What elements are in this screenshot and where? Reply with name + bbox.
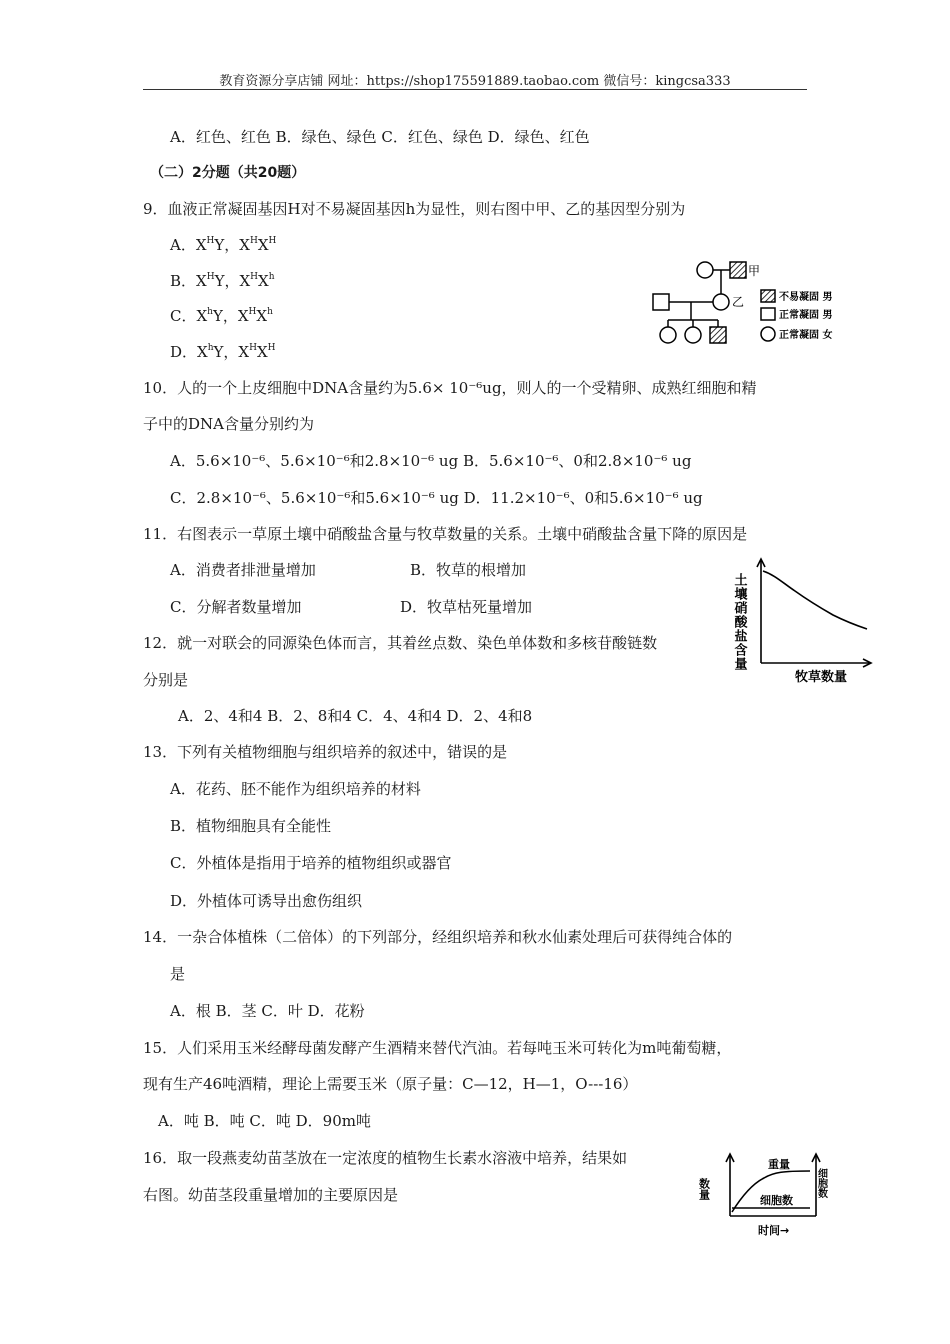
q11-option-d: D．牧草枯死量增加 — [400, 598, 533, 616]
q13-option-d: D．外植体可诱导出愈伤组织 — [170, 892, 363, 910]
pedigree-male-jia — [730, 262, 746, 278]
nitrate-chart — [731, 555, 875, 687]
q13-option-b: B．植物细胞具有全能性 — [170, 817, 332, 835]
q11-stem: 11．右图表示一草原土壤中硝酸盐含量与牧草数量的关系。土壤中硝酸盐含量下降的原因是 — [143, 525, 748, 543]
legend-normal-male: 正常凝固 男 — [779, 310, 833, 321]
page-header: 教育资源分享店铺 网址：https://shop175591889.taobao.com 微信号：kingcsa333 — [219, 74, 731, 89]
nitrate-curve — [763, 571, 867, 629]
x-axis-label: 牧草数量 — [795, 670, 848, 685]
legend-normal-female: 正常凝固 女 — [779, 330, 833, 341]
q9-option-b: B．$X^HY$，$X^HX^h$ — [170, 272, 275, 290]
q13-option-c: C．外植体是指用于培养的植物组织或器官 — [170, 854, 452, 872]
q14-stem-line2: 是 — [170, 965, 186, 983]
q11-option-c: C．分解者数量增加 — [170, 598, 302, 616]
q16-stem-line2: 右图。幼苗茎段重量增加的主要原因是 — [143, 1186, 399, 1204]
section-title: （二）2分题（共20题） — [150, 165, 306, 181]
q13-stem: 13．下列有关植物细胞与组织培养的叙述中，错误的是 — [143, 743, 508, 761]
pedigree-figure — [650, 258, 865, 348]
label-yi: 乙 — [732, 295, 745, 309]
time-axis-label: 时间→ — [758, 1224, 790, 1237]
q11-option-b: B．牧草的根增加 — [410, 561, 527, 579]
pedigree-female-iii2 — [685, 327, 701, 343]
weight-label: 重量 — [768, 1158, 790, 1171]
q9-option-d: D．$X^hY$，$X^HX^H$ — [170, 343, 276, 361]
q14-options: A．根 B．茎 C．叶 D．花粉 — [170, 1002, 365, 1020]
q9-option-a: A．$X^HY$，$X^HX^H$ — [170, 236, 277, 254]
growth-chart — [697, 1150, 840, 1240]
pedigree-female-i1 — [697, 262, 713, 278]
label-jia: 甲 — [748, 264, 761, 278]
q10-options-cd: C．2.8×10⁻⁶、5.6×10⁻⁶和5.6×10⁻⁶ ug D．11.2×10⁻⁶、0和5.6×10⁻⁶ ug — [170, 489, 703, 507]
q10-stem-line1: 10．人的一个上皮细胞中DNA含量约为5.6× 10⁻⁶ug，则人的一个受精卵、成熟红细胞和精 — [143, 379, 757, 397]
q15-options: A．吨 B．吨 C．吨 D．90m吨 — [158, 1112, 371, 1130]
q9-option-c: C．$X^hY$，$X^HX^h$ — [170, 307, 273, 325]
pedigree-male-ii1 — [653, 294, 669, 310]
q12-options: A．2、4和4 B．2、8和4 C．4、4和4 D．2、4和8 — [178, 707, 533, 725]
q15-stem-line2: 现有生产46吨酒精，理论上需要玉米（原子量：C—12，H—1，O---16） — [143, 1075, 638, 1093]
pedigree-female-yi — [713, 294, 729, 310]
q9-stem: 9．血液正常凝固基因H对不易凝固基因h为显性，则右图中甲、乙的基因型分别为 — [143, 200, 686, 218]
q10-stem-line2: 子中的DNA含量分别约为 — [143, 415, 314, 433]
cellcount-label: 细胞数 — [760, 1194, 793, 1207]
q16-stem-line1: 16．取一段燕麦幼苗茎放在一定浓度的植物生长素水溶液中培养，结果如 — [143, 1149, 628, 1167]
header-divider — [143, 89, 807, 90]
q14-stem-line1: 14．一杂合体植株（二倍体）的下列部分，经组织培养和秋水仙素处理后可获得纯合体的 — [143, 928, 733, 946]
q8-options: A．红色、红色 B．绿色、绿色 C．红色、绿色 D．绿色、红色 — [170, 128, 590, 146]
pedigree-male-iii3 — [710, 327, 726, 343]
q10-options-ab: A．5.6×10⁻⁶、5.6×10⁻⁶和2.8×10⁻⁶ ug B．5.6×10⁻⁶、0和2.8×10⁻⁶ ug — [170, 452, 692, 470]
pedigree-female-iii1 — [660, 327, 676, 343]
q15-stem-line1: 15．人们采用玉米经酵母菌发酵产生酒精来替代汽油。若每吨玉米可转化为m吨葡萄糖， — [143, 1039, 732, 1057]
left-axis-label: 数量 — [697, 1178, 711, 1200]
q12-stem-line2: 分别是 — [143, 671, 189, 689]
legend-hemophilia-male: 不易凝固 男 — [779, 292, 833, 303]
q13-option-a: A．花药、胚不能作为组织培养的材料 — [170, 780, 421, 798]
right-axis-label: 细胞数 — [815, 1168, 827, 1198]
y-axis-label: 土壤硝酸盐含量 — [731, 573, 747, 671]
q11-option-a: A．消费者排泄量增加 — [170, 561, 316, 579]
q12-stem-line1: 12．就一对联会的同源染色体而言，其着丝点数、染色单体数和多核苷酸链数 — [143, 634, 658, 652]
